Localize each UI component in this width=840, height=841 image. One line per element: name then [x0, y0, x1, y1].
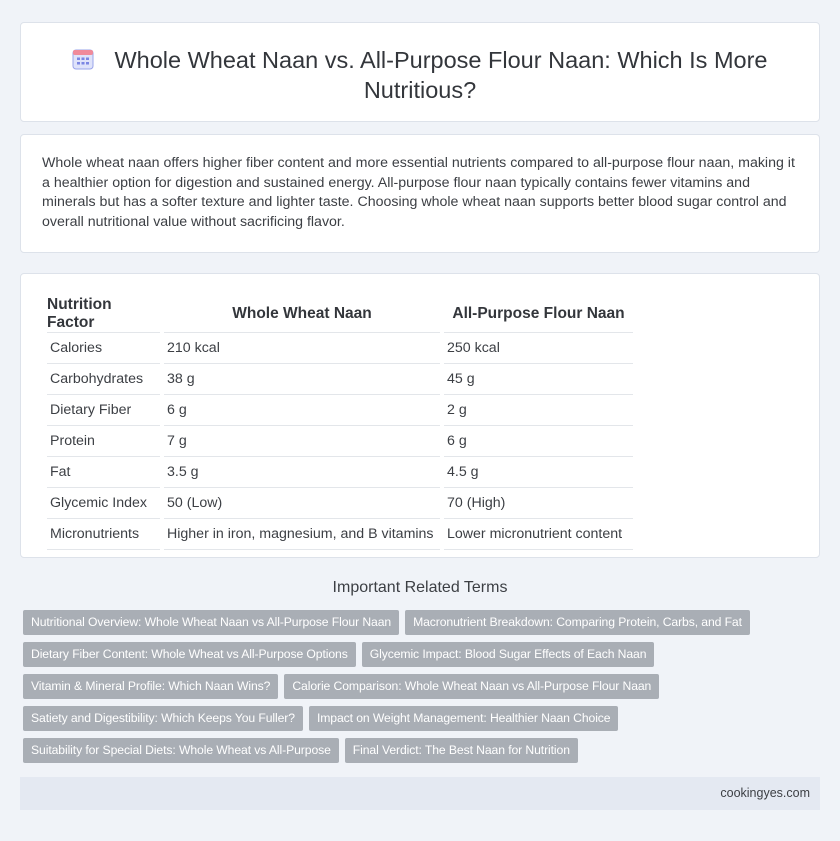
related-terms-heading: Important Related Terms [332, 579, 508, 596]
tag-row [23, 738, 783, 770]
table-cell: Glycemic Index [47, 488, 160, 519]
related-tag-link[interactable]: Glycemic Impact: Blood Sugar Effects of Each Naan [362, 642, 655, 667]
footer-bar [20, 777, 820, 810]
summary-card [20, 134, 820, 253]
related-tag-link[interactable]: Calorie Comparison: Whole Wheat Naan vs All-Purpose Flour Naan [284, 674, 659, 699]
table-row [47, 364, 633, 395]
table-cell: 50 (Low) [164, 488, 440, 519]
table-cell: Micronutrients [47, 519, 160, 550]
tag-row [23, 706, 783, 738]
related-tags [23, 610, 783, 770]
table-cell: Calories [47, 333, 160, 364]
table-cell: Lower micronutrient content [444, 519, 633, 550]
table-cell: Higher in iron, magnesium, and B vitamins [164, 519, 440, 550]
table-header-row [47, 296, 633, 333]
table-row [47, 333, 633, 364]
table-row [47, 457, 633, 488]
table-cell: Fat [47, 457, 160, 488]
related-tag-link[interactable]: Nutritional Overview: Whole Wheat Naan vs All-Purpose Flour Naan [23, 610, 399, 635]
page-title: Whole Wheat Naan vs. All-Purpose Flour Naan: Which Is More Nutritious? [114, 47, 768, 103]
table-row [47, 519, 633, 550]
table-cell: Carbohydrates [47, 364, 160, 395]
column-header: All-Purpose Flour Naan [444, 296, 633, 333]
nutrition-table [43, 296, 637, 550]
table-cell: 2 g [444, 395, 633, 426]
table-cell: 250 kcal [444, 333, 633, 364]
table-cell: 6 g [164, 395, 440, 426]
table-row [47, 488, 633, 519]
table-cell: 70 (High) [444, 488, 633, 519]
column-header: Nutrition Factor [47, 296, 160, 333]
column-header: Whole Wheat Naan [164, 296, 440, 333]
source-link[interactable]: cookingyes.com [720, 786, 810, 800]
title-card [20, 22, 820, 122]
table-cell: 7 g [164, 426, 440, 457]
table-cell: 45 g [444, 364, 633, 395]
page-title-wrap [21, 45, 819, 105]
table-cell: 3.5 g [164, 457, 440, 488]
table-cell: Dietary Fiber [47, 395, 160, 426]
summary-text: Whole wheat naan offers higher fiber content and more essential nutrients compared to all-purpose flour naan, making it a healthier option for digestion and sustained energy. All-purpose flour naan typically contains fewer vitamins and minerals but has a softer texture and lighter taste. Choosing whole wheat naan supports better blood sugar control and overall nutritional value without sacrificing flavor. [42, 155, 795, 230]
tag-row [23, 610, 783, 642]
related-tag-link[interactable]: Vitamin & Mineral Profile: Which Naan Wins? [23, 674, 278, 699]
nutrition-table-card [20, 273, 820, 558]
calendar-icon [72, 48, 94, 70]
related-tag-link[interactable]: Final Verdict: The Best Naan for Nutrition [345, 738, 578, 763]
table-cell: 38 g [164, 364, 440, 395]
related-tag-link[interactable]: Suitability for Special Diets: Whole Wheat vs All-Purpose [23, 738, 339, 763]
table-cell: 6 g [444, 426, 633, 457]
tag-row [23, 674, 783, 706]
table-row [47, 426, 633, 457]
table-cell: Protein [47, 426, 160, 457]
tag-row [23, 642, 783, 674]
related-tag-link[interactable]: Impact on Weight Management: Healthier Naan Choice [309, 706, 619, 731]
table-cell: 4.5 g [444, 457, 633, 488]
related-tag-link[interactable]: Macronutrient Breakdown: Comparing Protein, Carbs, and Fat [405, 610, 750, 635]
table-row [47, 395, 633, 426]
related-tag-link[interactable]: Satiety and Digestibility: Which Keeps You Fuller? [23, 706, 303, 731]
table-cell: 210 kcal [164, 333, 440, 364]
related-tag-link[interactable]: Dietary Fiber Content: Whole Wheat vs All-Purpose Options [23, 642, 356, 667]
